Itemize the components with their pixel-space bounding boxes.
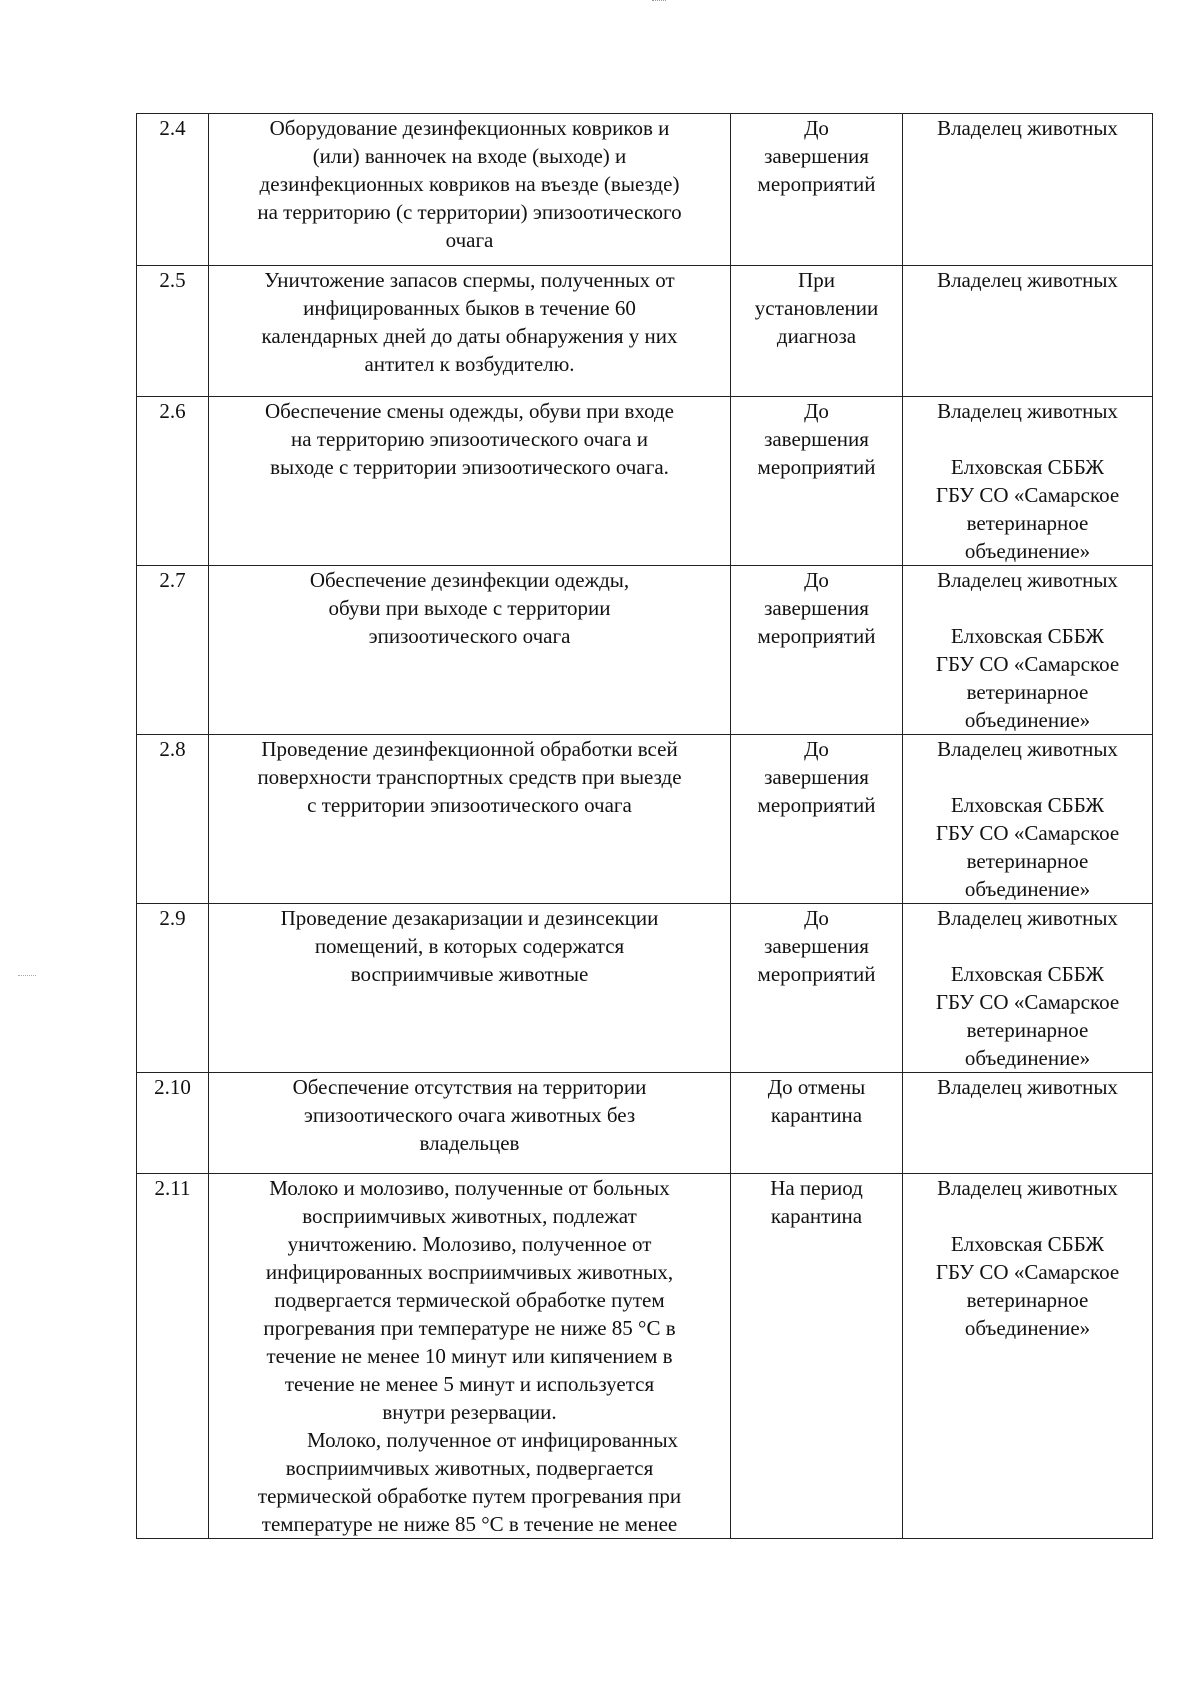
owner-label: Владелец животных [937,568,1118,592]
service-line: объединение» [964,539,1091,563]
table-row [137,397,1153,566]
item-number: 2.10 [137,1073,209,1174]
deadline-line: карантина [770,1103,863,1127]
service-line: объединение» [964,877,1091,901]
measure-line: течение не менее 10 минут или кипячением в [266,1344,673,1368]
deadline-line: диагноза [776,324,857,348]
service-line: объединение» [964,1046,1091,1070]
deadline-cell [731,735,903,904]
responsible-cell [903,1174,1153,1539]
measure-line: течение не менее 5 минут и используется [284,1372,655,1396]
measure-line: владельцев [419,1131,520,1155]
table-row [137,735,1153,904]
service-line: ГБУ СО «Самарское [935,652,1120,676]
deadline-cell [731,904,903,1073]
table-row [137,566,1153,735]
table-row [137,1073,1153,1174]
owner-label: Владелец животных [937,399,1118,423]
spacer [907,932,1148,960]
measure-line: Обеспечение отсутствия на территории [292,1075,647,1099]
responsible-cell [903,1073,1153,1174]
measure-cell [209,1073,731,1174]
deadline-line: До [804,399,829,423]
measure-line: помещений, в которых содержатся [314,934,625,958]
deadline-line: завершения [764,934,869,958]
service-line: Елховская СББЖ [950,962,1105,986]
deadline-cell [731,397,903,566]
item-number: 2.6 [137,397,209,566]
measure-line: на территорию эпизоотического очага и [291,427,648,451]
measure-line: температуре не ниже 85 °С в течение не менее [261,1512,678,1536]
measure-line: инфицированных быков в течение 60 [303,296,636,320]
measure-cell [209,735,731,904]
deadline-line: До отмены [767,1075,866,1099]
spacer [907,763,1148,791]
measure-line: обуви при выходе с территории [328,596,611,620]
measure-line: Проведение дезакаризации и дезинсекции [280,906,659,930]
measure-line: эпизоотического очага [368,624,571,648]
responsible-cell [903,904,1153,1073]
item-number: 2.9 [137,904,209,1073]
measure-line: выходе с территории эпизоотического очага. [270,455,669,479]
measure-line: прогревания при температуре не ниже 85 °С в [263,1316,676,1340]
table-row [137,114,1153,266]
responsible-cell [903,735,1153,904]
measure-line: поверхности транспортных средств при выезде [257,765,682,789]
measure-line: восприимчивые животные [350,962,589,986]
measure-line: с территории эпизоотического очага [307,793,632,817]
service-line: Елховская СББЖ [950,793,1105,817]
owner-label: Владелец животных [937,268,1118,292]
responsible-cell [903,566,1153,735]
service-line: ГБУ СО «Самарское [935,483,1120,507]
deadline-line: До [804,906,829,930]
service-line: объединение» [964,1316,1091,1340]
spacer [907,594,1148,622]
service-line: ветеринарное [966,1288,1089,1312]
measure-line: уничтожению. Молозиво, полученное от [287,1232,652,1256]
responsible-cell [903,397,1153,566]
measure-line: термической обработке путем прогревания при [257,1484,682,1508]
item-number: 2.11 [137,1174,209,1539]
measure-line: восприимчивых животных, подлежат [302,1204,637,1228]
deadline-cell [731,1174,903,1539]
owner-label: Владелец животных [937,737,1118,761]
measure-cell [209,1174,731,1539]
measure-line: Обеспечение смены одежды, обуви при входе [265,399,674,423]
deadline-line: До [804,116,829,140]
deadline-cell [731,266,903,397]
service-line: объединение» [964,708,1091,732]
owner-label: Владелец животных [937,116,1118,140]
spacer [907,425,1148,453]
deadline-line: До [804,568,829,592]
measure-line: инфицированных восприимчивых животных, [265,1260,674,1284]
deadline-line: При [798,268,835,292]
measure-line: дезинфекционных ковриков на въезде (выезде) [259,172,680,196]
measure-cell [209,114,731,266]
deadline-line: мероприятий [757,455,876,479]
measure-line: Молоко и молозиво, полученные от больных [269,1176,670,1200]
item-number: 2.5 [137,266,209,397]
service-line: ГБУ СО «Самарское [935,1260,1120,1284]
owner-label: Владелец животных [937,906,1118,930]
deadline-line: мероприятий [757,172,876,196]
measure-line: внутри резервации. [382,1400,557,1424]
deadline-line: завершения [764,765,869,789]
measure-line: Проведение дезинфекционной обработки всей [261,737,678,761]
table-row [137,266,1153,397]
deadline-line: мероприятий [757,962,876,986]
deadline-cell [731,1073,903,1174]
measure-line: Оборудование дезинфекционных ковриков и [269,116,670,140]
service-line: Елховская СББЖ [950,624,1105,648]
service-line: ветеринарное [966,849,1089,873]
service-line: Елховская СББЖ [950,455,1105,479]
measure-line: Уничтожение запасов спермы, полученных от [264,268,675,292]
table-row [137,1174,1153,1539]
deadline-line: мероприятий [757,624,876,648]
deadline-line: До [804,737,829,761]
measure-line: календарных дней до даты обнаружения у них [261,324,678,348]
measure-cell [209,904,731,1073]
service-line: Елховская СББЖ [950,1232,1105,1256]
measure-cell [209,397,731,566]
measure-line: антител к возбудителю. [364,352,575,376]
measure-cell [209,266,731,397]
item-number: 2.4 [137,114,209,266]
scan-mark-side [18,975,36,977]
owner-label: Владелец животных [937,1075,1118,1099]
measures-table-body [137,114,1153,1539]
scan-mark-top [652,0,666,3]
spacer [907,1202,1148,1230]
deadline-cell [731,566,903,735]
responsible-cell [903,266,1153,397]
deadline-cell [731,114,903,266]
measure-cell [209,566,731,735]
measure-line: эпизоотического очага животных без [303,1103,636,1127]
measure-line: очага [445,228,494,252]
deadline-line: завершения [764,427,869,451]
table-row [137,904,1153,1073]
measure-line: восприимчивых животных, подвергается [285,1456,654,1480]
service-line: ветеринарное [966,680,1089,704]
item-number: 2.7 [137,566,209,735]
service-line: ГБУ СО «Самарское [935,990,1120,1014]
measure-line: подвергается термической обработке путем [274,1288,665,1312]
service-line: ветеринарное [966,1018,1089,1042]
item-number: 2.8 [137,735,209,904]
deadline-line: завершения [764,596,869,620]
measures-table [136,113,1153,1539]
responsible-cell [903,114,1153,266]
owner-label: Владелец животных [937,1176,1118,1200]
deadline-line: завершения [764,144,869,168]
service-line: ветеринарное [966,511,1089,535]
measure-line: Обеспечение дезинфекции одежды, [309,568,630,592]
deadline-line: мероприятий [757,793,876,817]
measure-line: на территорию (с территории) эпизоотического [257,200,682,224]
measure-line: (или) ванночек на входе (выходе) и [312,144,627,168]
deadline-line: установлении [754,296,879,320]
deadline-line: На период [770,1176,863,1200]
service-line: ГБУ СО «Самарское [935,821,1120,845]
deadline-line: карантина [770,1204,863,1228]
measure-line: Молоко, полученное от инфицированных [306,1428,679,1452]
